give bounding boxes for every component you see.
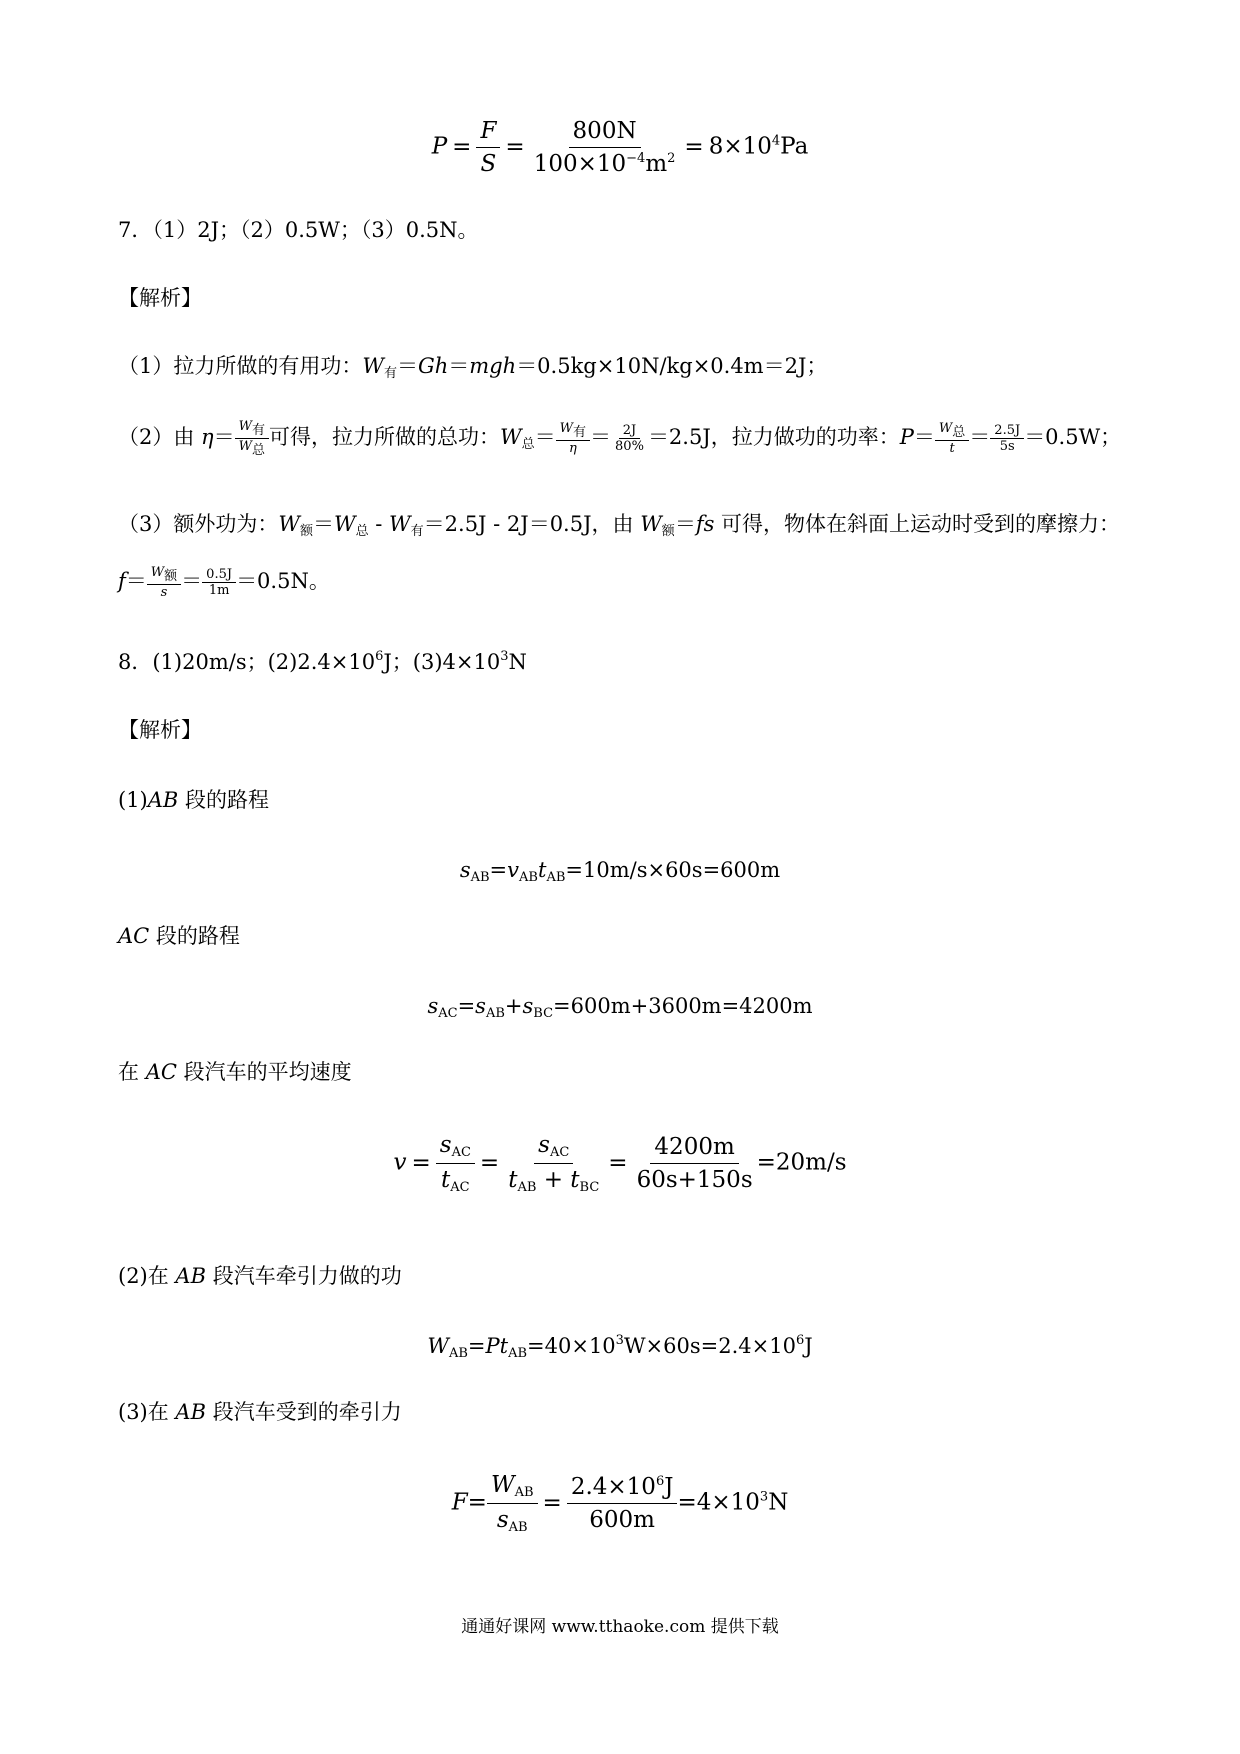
q8-ac-label: AC 段的路程 [118, 924, 240, 948]
q7-answer: 7．（1）2J；（2）0.5W；（3）0.5N。 [118, 218, 479, 242]
q8-analysis-label: 【解析】 [118, 718, 202, 742]
pressure-equation: P = $\frac{F}{S}$ = $\frac{800N}{100\times 10^{-4}m^2}$ = $8\times 10^4Pa$ [431, 118, 809, 177]
q8-part3-label: (3)在 AB 段汽车受到的牵引力 [118, 1400, 402, 1424]
q8-eq-sab: $s_{AB}=v_{AB}t_{AB}=10m/s\times 60s=600m$ [459, 858, 781, 885]
q7-step2: （2）由 η＝ $\frac{W_有}{W_总}$ 可得，拉力所做的总功：$W_总=$ $\frac{W_有}{\eta}$ ＝ $\frac{2J}{80\%}$ ＝2.5J，拉力做功的功率：P＝ $\frac{W_总}{t}$ ＝ $\frac{2.5J}{5s}$ ＝0.5W； [118, 419, 1122, 458]
q7-analysis-label: 【解析】 [118, 286, 202, 310]
q8-part2-label: (2)在 AB 段汽车牵引力做的功 [118, 1264, 402, 1288]
q7-step3: （3）额外功为：$W_额=W_总 - W_有=2.5J - 2J=0.5J$，由 $W_额=fs$ 可得，物体在斜面上运动时受到的摩擦力： [118, 512, 1121, 539]
q8-part1-label: (1)AB 段的路程 [118, 788, 270, 812]
q8-eq-force: F= $\frac{W_{AB}}{s_{AB}}$ = $\frac{2.4\times 10^6J}{600m}$ $=4\times 10^3N$ [451, 1472, 789, 1535]
q8-answer: 8．(1)20m/s；$(2)2.4\times 10^6J$；$(3)4\times 10^3N$ [118, 649, 527, 674]
footer-text: 通通好课网 www.tthaoke.com 提供下载 [461, 1617, 779, 1637]
q8-eq-work: $W_{AB}=Pt_{AB}=40\times 10^3W\times 60s=2.4\times 10^6J$ [427, 1333, 813, 1361]
q7-step3-result: f＝ $\frac{W_额}{s}$ ＝ $\frac{0.5J}{1m}$ ＝0.5N。 [118, 565, 330, 600]
q8-eq-sac: $s_{AC}=s_{AB}+s_{BC}=600m+3600m=4200m$ [427, 994, 813, 1021]
q8-eq-velocity: v = $\frac{s_{AC}}{t_{AC}}$ = $\frac{s_{AC}}{t_{AB} + t_{BC}}$ = $\frac{4200m}{60s+150s}$ =20m/s [393, 1132, 847, 1195]
eq-symbol: P [431, 133, 448, 160]
fraction: $\frac{800N}{100\times 10^{-4}m^2}$ [533, 118, 676, 177]
fraction: $\frac{F}{S}$ [476, 118, 500, 177]
q8-avg-speed-label: 在 AC 段汽车的平均速度 [118, 1060, 352, 1084]
q7-step1: （1）拉力所做的有用功：$W_有=Gh=mgh=0.5kg\times 10N/kg\times 0.4m=2J$； [118, 354, 828, 381]
